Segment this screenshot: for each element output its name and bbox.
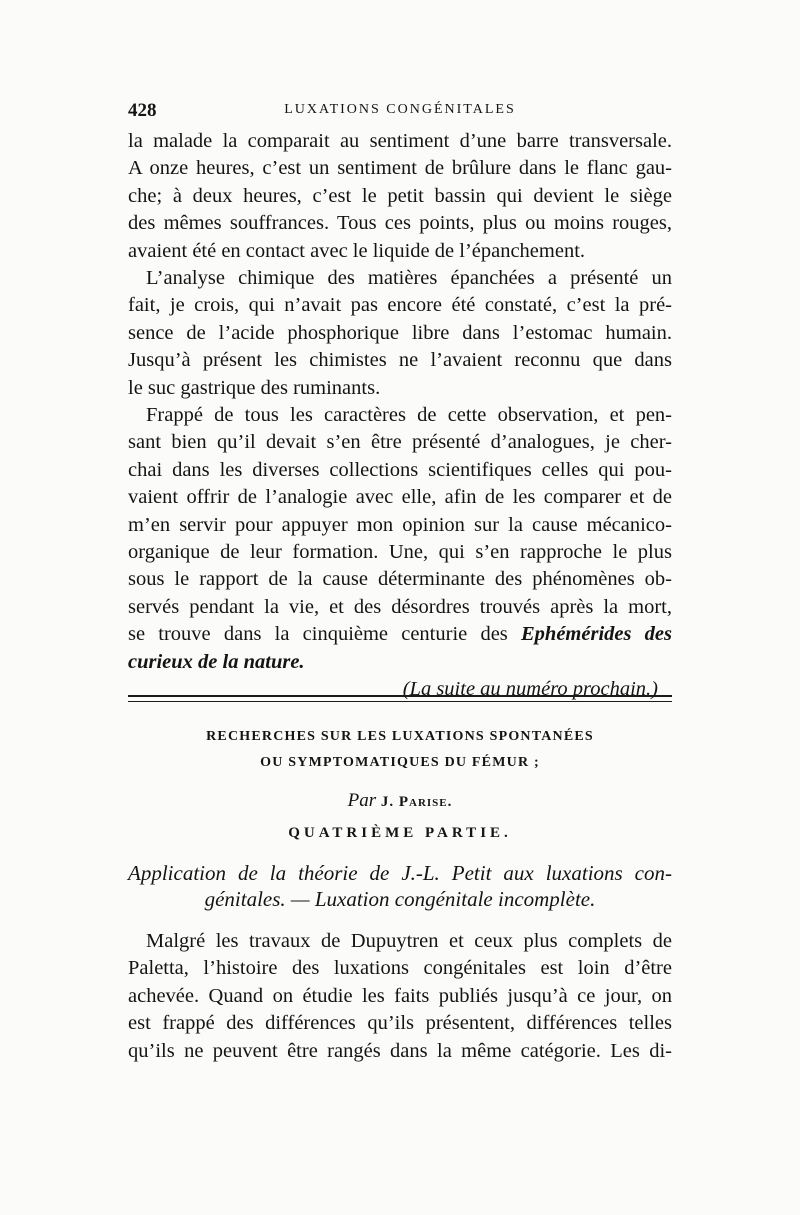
text-line: sence de l’acide phosphorique libre dans l’estomac humain. bbox=[128, 321, 672, 344]
text-line: che; à deux heures, c’est le petit bassin qui devient le siège bbox=[128, 184, 672, 207]
section-divider bbox=[128, 695, 672, 697]
text-line: fait, je crois, qui n’avait pas encore été constaté, c’est la pré- bbox=[128, 294, 672, 317]
article-title-line-2: OU SYMPTOMATIQUES DU FÉMUR ; bbox=[260, 755, 540, 770]
text-line: Malgré les travaux de Dupuytren et ceux plus complets de bbox=[146, 930, 672, 952]
part-heading: QUATRIÈME PARTIE. bbox=[288, 825, 512, 841]
subtitle-line: génitales. — Luxation congénitale incomplète. bbox=[204, 887, 596, 911]
paragraph-1 bbox=[128, 128, 672, 265]
section-divider-thin bbox=[128, 701, 672, 702]
text-line: Jusqu’à présent les chimistes ne l’avaient reconnu que dans bbox=[128, 349, 672, 372]
article-title-line-1: RECHERCHES SUR LES LUXATIONS SPONTANÉES bbox=[206, 729, 594, 744]
paragraph-3 bbox=[128, 402, 672, 703]
text-line: la malade la comparait au sentiment d’une barre transversale. bbox=[128, 130, 672, 152]
continuation-note: (La suite au numéro prochain.) bbox=[402, 677, 658, 700]
page-number: 428 bbox=[128, 100, 157, 121]
text-line: servés pendant la vie, et des désordres trouvés après la mort, bbox=[128, 595, 672, 618]
text-line: sant bien qu’il devait s’en être présenté d’analogues, je cher- bbox=[128, 431, 672, 454]
author-name: J. Parise. bbox=[380, 794, 453, 810]
text-line: achevée. Quand on étudie les faits publiés jusqu’à ce jour, on bbox=[128, 984, 672, 1007]
page-header bbox=[128, 100, 672, 122]
text-line: sous le rapport de la cause déterminante des phénomènes ob- bbox=[128, 568, 672, 591]
journal-title-continued: curieux de la nature. bbox=[128, 650, 305, 673]
text-line: Frappé de tous les caractères de cette observation, et pen- bbox=[146, 404, 672, 426]
text-line: L’analyse chimique des matières épanchées a présenté un bbox=[146, 267, 672, 289]
text-line: chai dans les diverses collections scientifiques celles qui pou- bbox=[128, 458, 672, 481]
text-line: vaient offrir de l’analogie avec elle, afin de les comparer et de bbox=[128, 486, 672, 509]
text-line: qu’ils ne peuvent être rangés dans la même catégorie. Les di- bbox=[128, 1039, 672, 1062]
author-prefix: Par bbox=[347, 790, 377, 811]
journal-title: Ephémérides des bbox=[521, 623, 673, 646]
text-line: Paletta, l’histoire des luxations congénitales est loin d’être bbox=[128, 957, 672, 980]
text-line: m’en servir pour appuyer mon opinion sur la cause mécanico- bbox=[128, 513, 672, 536]
text-line: des mêmes souffrances. Tous ces points, plus ou moins rouges, bbox=[128, 212, 672, 235]
text-line: est frappé des différences qu’ils présentent, différences telles bbox=[128, 1012, 672, 1035]
text-line bbox=[128, 621, 672, 648]
text-line: avaient été en contact avec le liquide de l’épanchement. bbox=[128, 239, 586, 262]
text-line: A onze heures, c’est un sentiment de brûlure dans le flanc gau- bbox=[128, 157, 672, 180]
paragraph-2 bbox=[128, 265, 672, 402]
subtitle-line: Application de la théorie de J.-L. Petit aux luxations con- bbox=[128, 861, 672, 885]
text-line: le suc gastrique des ruminants. bbox=[128, 376, 381, 399]
article-author bbox=[128, 790, 672, 812]
paragraph-4 bbox=[128, 928, 672, 1065]
text-fragment: se trouve dans la cinquième centurie des bbox=[128, 623, 521, 646]
running-title: LUXATIONS CONGÉNITALES bbox=[284, 102, 516, 117]
text-line: organique de leur formation. Une, qui s’en rapproche le plus bbox=[128, 540, 672, 563]
article-subtitle bbox=[128, 860, 672, 912]
